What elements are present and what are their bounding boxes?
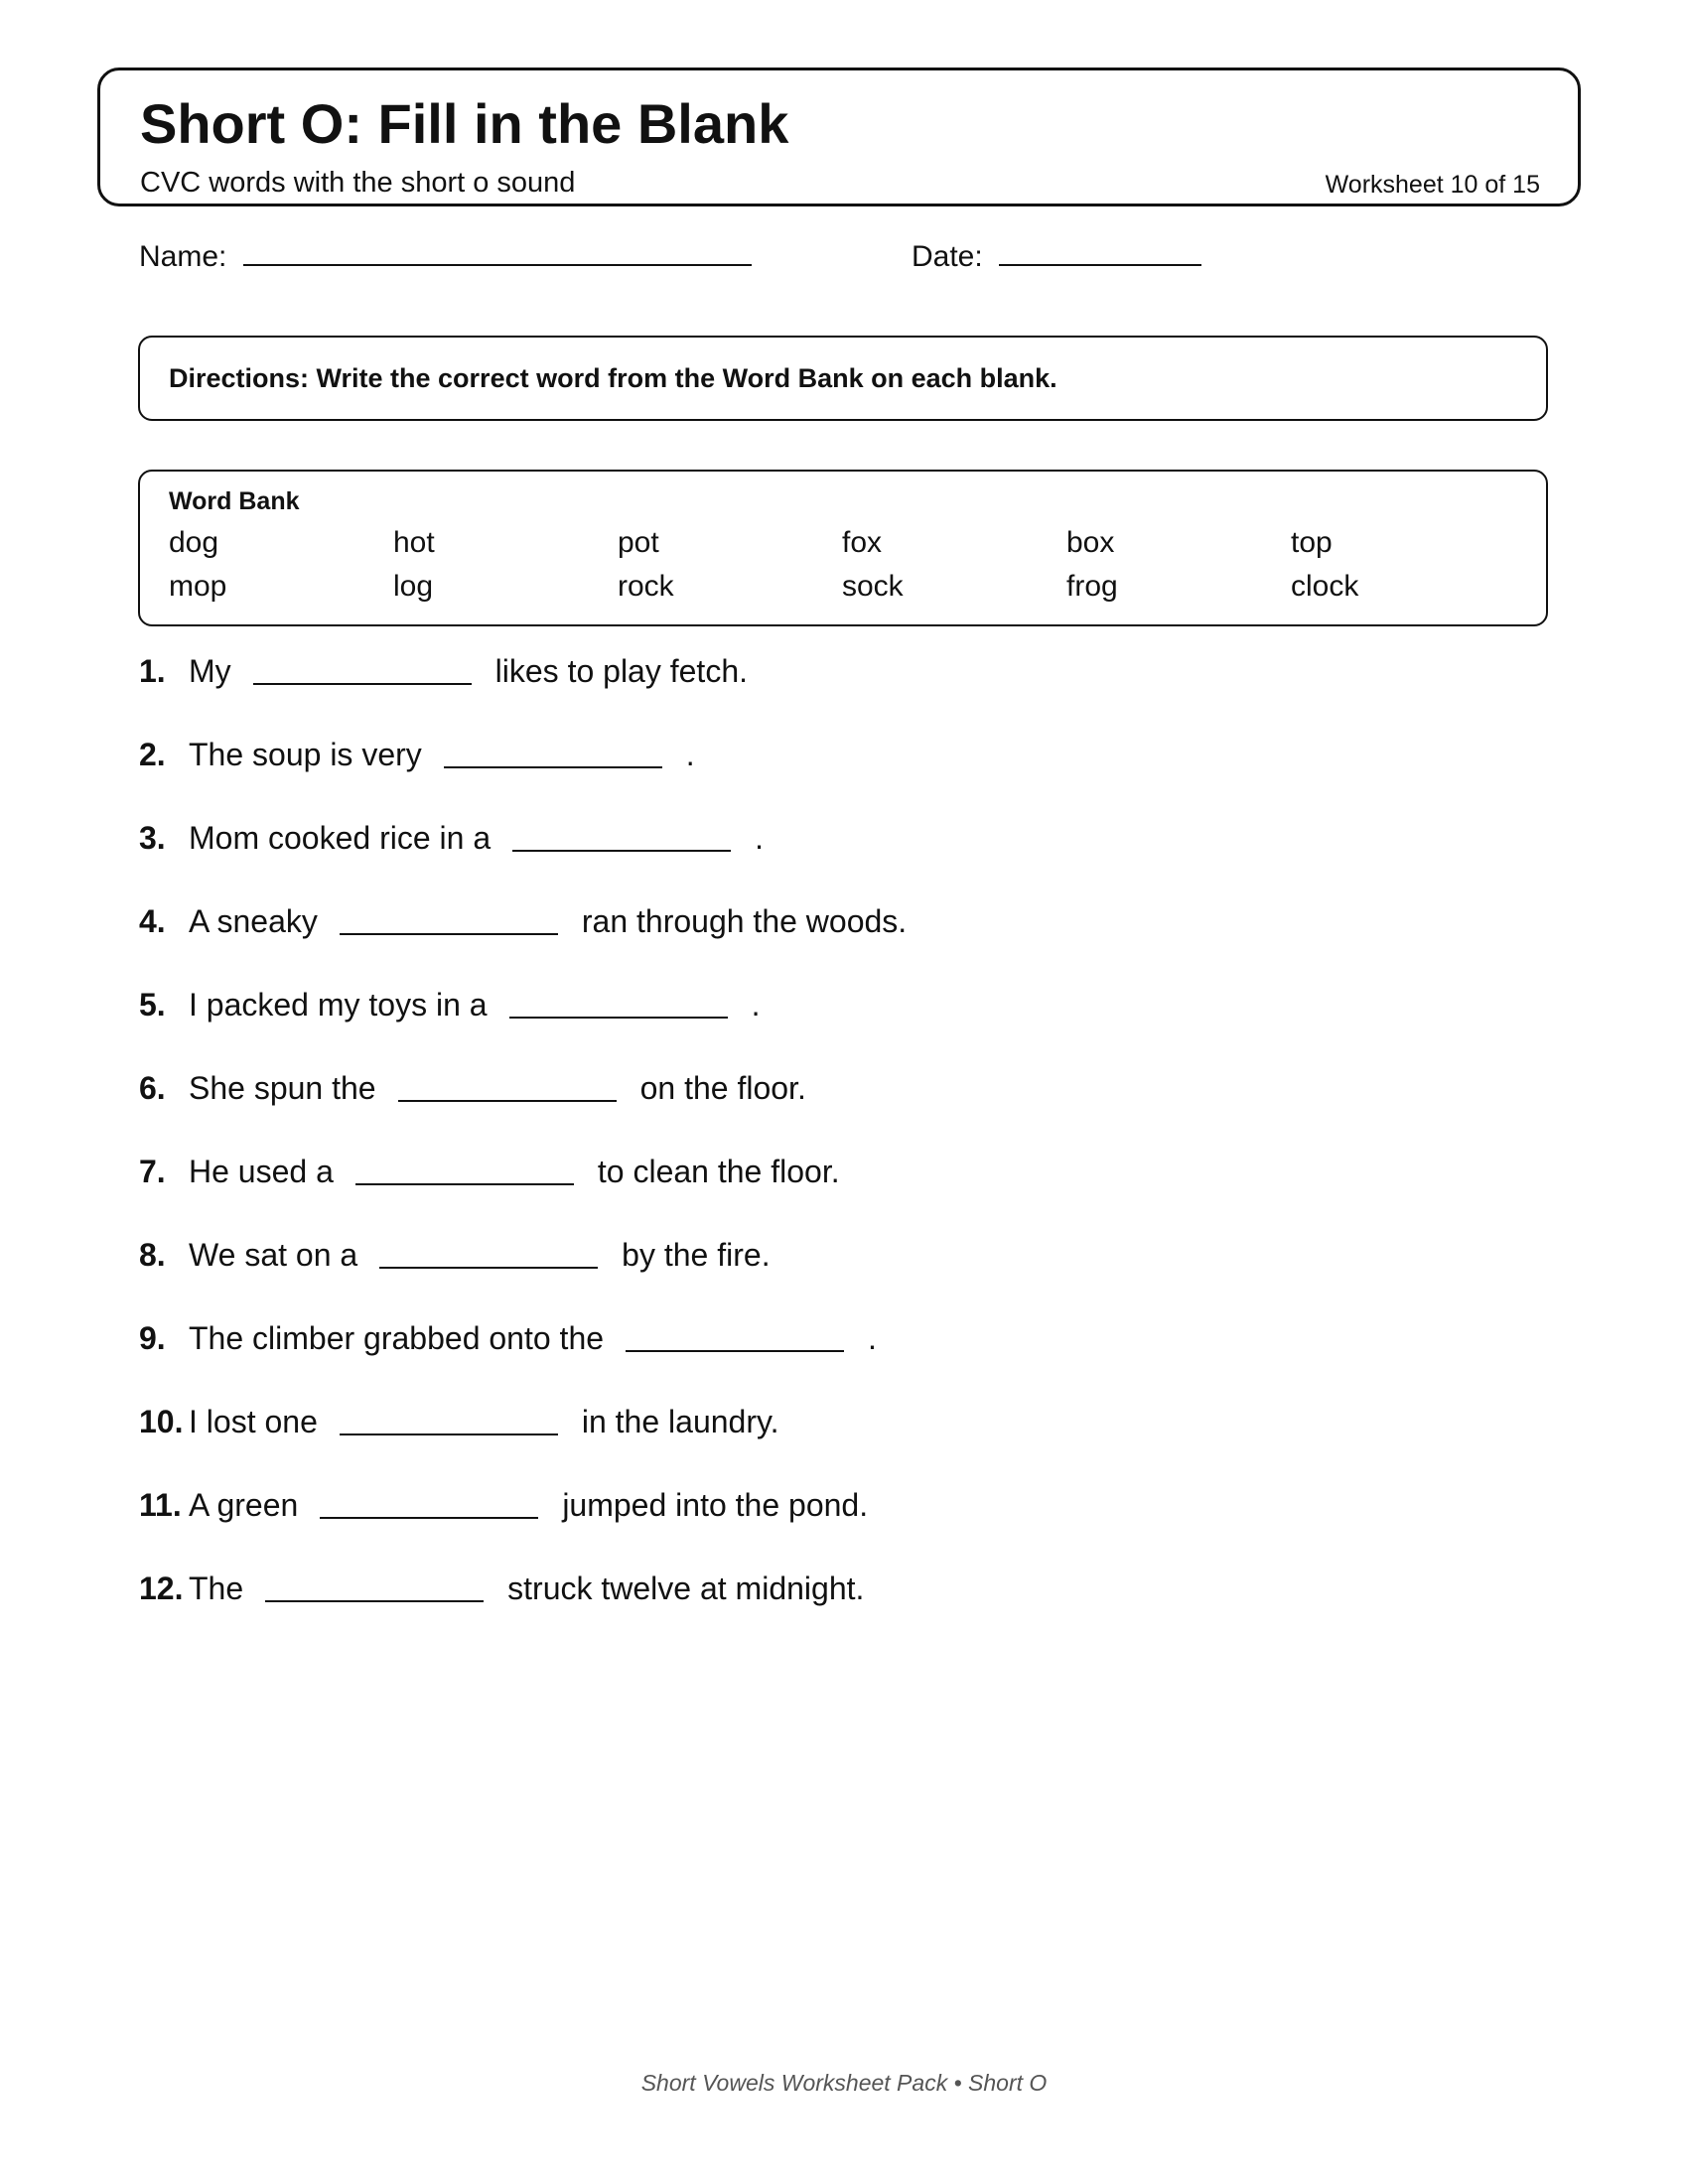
- header-box: [97, 68, 1581, 206]
- question-text-after: jumped into the pond.: [562, 1487, 869, 1523]
- question-item: [139, 1156, 907, 1239]
- question-text-after: .: [751, 987, 761, 1023]
- answer-blank[interactable]: [398, 1072, 617, 1102]
- question-number: 9.: [139, 1320, 166, 1356]
- question-item: [139, 989, 907, 1072]
- question-text-after: by the fire.: [622, 1237, 771, 1273]
- question-text-after: .: [868, 1320, 877, 1356]
- answer-blank[interactable]: [253, 655, 472, 685]
- question-text-after: in the laundry.: [581, 1404, 779, 1439]
- question-text-after: ran through the woods.: [581, 903, 908, 939]
- question-item: [139, 739, 907, 822]
- question-item: [139, 1072, 907, 1156]
- date-label: Date:: [912, 240, 983, 273]
- question-text-before: The soup is very: [189, 737, 422, 772]
- question-text-before: I packed my toys in a: [189, 987, 488, 1023]
- word-bank: [138, 470, 1548, 626]
- answer-blank[interactable]: [320, 1489, 538, 1519]
- question-text-before: She spun the: [189, 1070, 376, 1106]
- question-item: [139, 655, 907, 739]
- answer-blank[interactable]: [444, 739, 662, 768]
- question-text-before: A green: [189, 1487, 299, 1523]
- worksheet-title: Short O: Fill in the Blank: [140, 92, 789, 155]
- question-number: 12.: [139, 1570, 184, 1606]
- word-bank-title: Word Bank: [169, 487, 300, 515]
- question-number: 5.: [139, 987, 166, 1023]
- question-item: [139, 1322, 907, 1406]
- word-bank-word: frog: [1066, 570, 1118, 603]
- question-text-before: Mom cooked rice in a: [189, 820, 492, 856]
- question-number: 6.: [139, 1070, 166, 1106]
- word-bank-word: sock: [842, 570, 904, 603]
- question-number: 11.: [139, 1487, 182, 1523]
- question-text-before: I lost one: [189, 1404, 318, 1439]
- word-bank-word: top: [1291, 526, 1333, 559]
- question-number: 1.: [139, 653, 166, 689]
- word-bank-word: fox: [842, 526, 883, 559]
- answer-blank[interactable]: [340, 905, 558, 935]
- name-label: Name:: [139, 240, 227, 273]
- answer-blank[interactable]: [379, 1239, 598, 1269]
- question-number: 10.: [139, 1404, 184, 1439]
- question-item: [139, 822, 907, 905]
- answer-blank[interactable]: [626, 1322, 844, 1352]
- question-number: 3.: [139, 820, 166, 856]
- word-bank-word: hot: [393, 526, 435, 559]
- word-bank-word: log: [393, 570, 434, 603]
- directions-text: Directions: Write the correct word from the Word Bank on each blank.: [169, 363, 1057, 393]
- directions-box: [138, 336, 1548, 421]
- word-bank-word: rock: [618, 570, 674, 603]
- question-number: 7.: [139, 1154, 166, 1189]
- question-text-before: He used a: [189, 1154, 334, 1189]
- question-number: 8.: [139, 1237, 166, 1273]
- question-text-before: The climber grabbed onto the: [189, 1320, 605, 1356]
- question-text-after: to clean the floor.: [597, 1154, 840, 1189]
- question-item: [139, 1572, 907, 1656]
- word-bank-grid: [169, 528, 1515, 615]
- question-item: [139, 1489, 907, 1572]
- name-row: [139, 240, 752, 272]
- word-bank-word: box: [1066, 526, 1115, 559]
- date-blank[interactable]: [999, 240, 1201, 266]
- date-row: [912, 240, 1201, 272]
- word-bank-word: pot: [618, 526, 659, 559]
- answer-blank[interactable]: [512, 822, 731, 852]
- page-footer: Short Vowels Worksheet Pack • Short O: [640, 2070, 1048, 2096]
- question-number: 2.: [139, 737, 166, 772]
- question-text-after: .: [755, 820, 765, 856]
- worksheet-number: Worksheet 10 of 15: [1325, 171, 1540, 199]
- question-text-before: We sat on a: [189, 1237, 358, 1273]
- question-item: [139, 905, 907, 989]
- word-bank-word: clock: [1291, 570, 1359, 603]
- question-text-before: My: [189, 653, 231, 689]
- question-number: 4.: [139, 903, 166, 939]
- answer-blank[interactable]: [340, 1406, 558, 1435]
- answer-blank[interactable]: [509, 989, 728, 1019]
- word-bank-word: mop: [169, 570, 227, 603]
- question-text-before: The: [189, 1570, 244, 1606]
- question-list: [139, 655, 907, 1656]
- question-text-after: struck twelve at midnight.: [507, 1570, 865, 1606]
- name-blank[interactable]: [243, 240, 752, 266]
- answer-blank[interactable]: [265, 1572, 484, 1602]
- worksheet-subtitle: CVC words with the short o sound: [140, 167, 576, 199]
- question-text-after: on the floor.: [639, 1070, 806, 1106]
- answer-blank[interactable]: [355, 1156, 574, 1185]
- question-text-before: A sneaky: [189, 903, 318, 939]
- question-text-after: .: [685, 737, 695, 772]
- question-text-after: likes to play fetch.: [494, 653, 748, 689]
- question-item: [139, 1239, 907, 1322]
- question-item: [139, 1406, 907, 1489]
- word-bank-word: dog: [169, 526, 219, 559]
